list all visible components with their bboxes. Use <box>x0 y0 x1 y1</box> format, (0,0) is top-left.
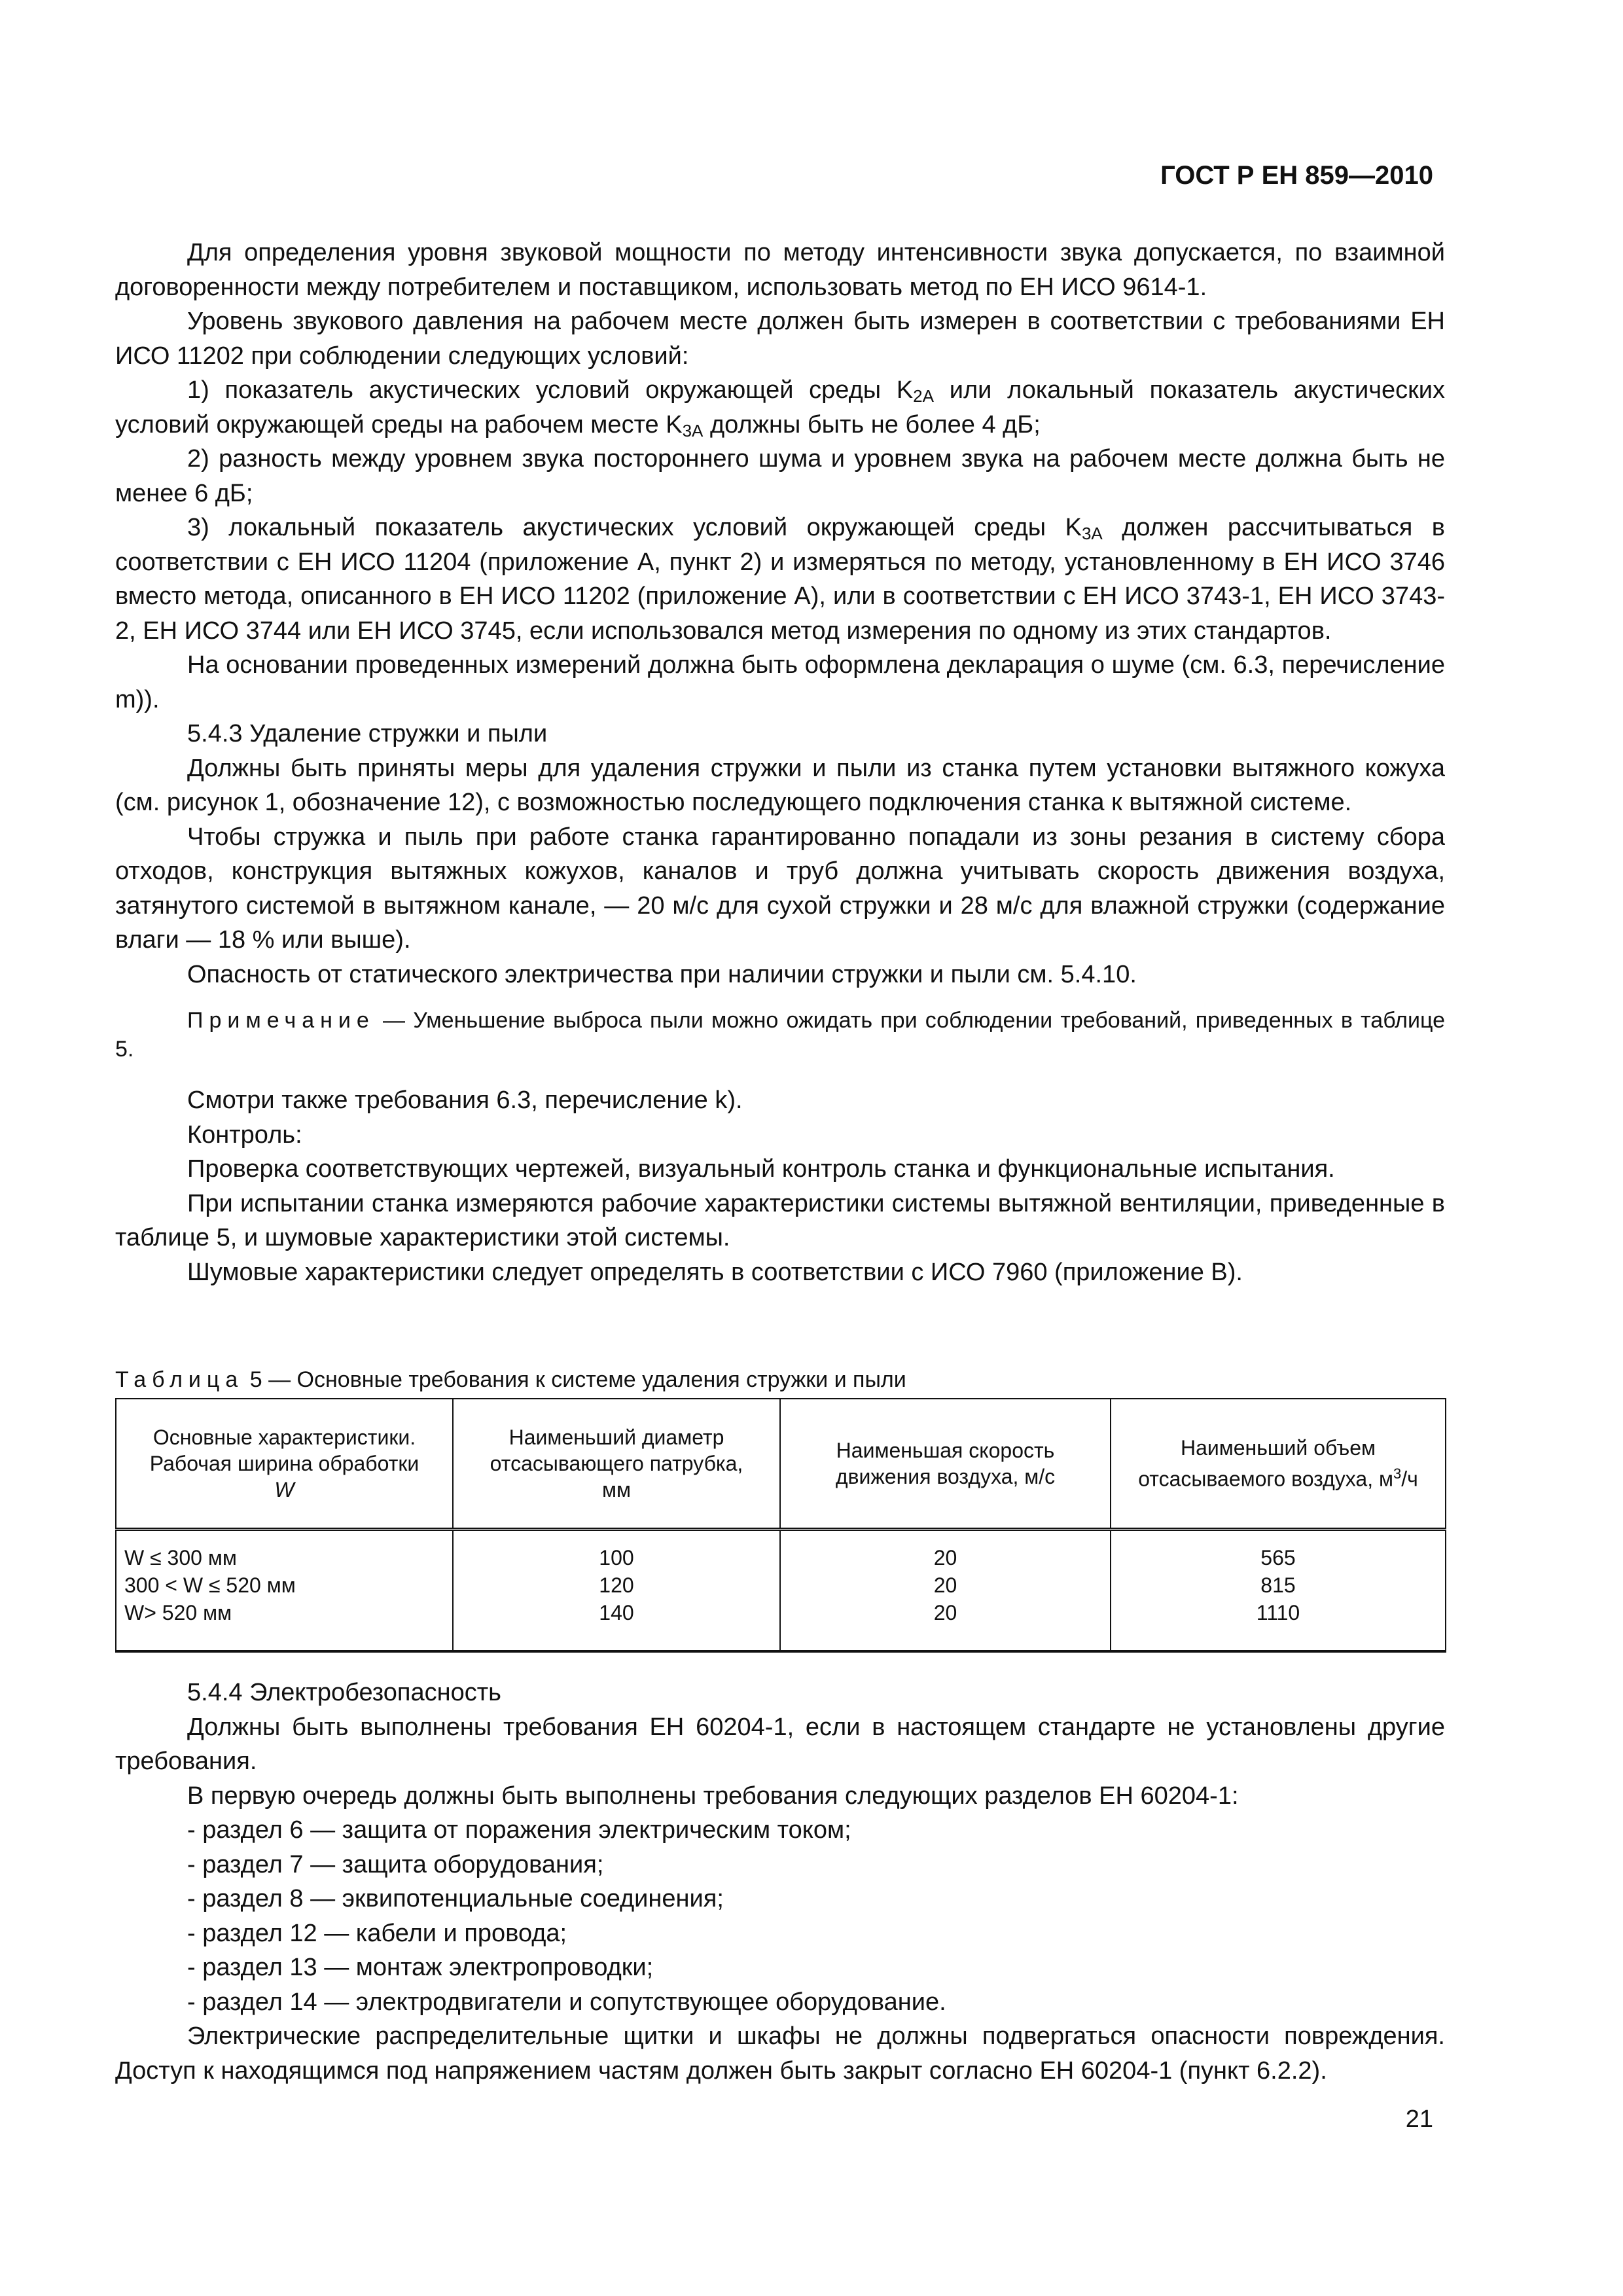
main-text <box>115 236 1445 1289</box>
paragraph: Опасность от статического электричества при наличии стружки и пыли см. 5.4.10. <box>187 960 1137 988</box>
section-heading-5-4-4: 5.4.4 Электробезопасность <box>187 1679 501 1706</box>
list-item: - раздел 14 — электродвигатели и сопутствующее оборудование. <box>187 1988 946 2016</box>
header-cell-speed: Наименьшая скорость движения воздуха, м/с <box>780 1399 1111 1530</box>
list-item: - раздел 7 — защита оборудования; <box>187 1850 604 1878</box>
note-label: Примечание <box>187 1008 375 1033</box>
paragraph: Чтобы стружка и пыль при работе станка гарантированно попадали из зоны резания в систему сбора отходов, конструкция вытяжных кожухов, каналов и труб должна учитывать скорость движения воздуха, затянутого системой в вытяжном канале, — 20 м/с для сухой стружки и 28 м/с для влажной стружки (содержание влаги — 18 % или выше). <box>115 823 1445 954</box>
header-cell-volume: Наименьший объем отсасываемого воздуха, $м^3/ч$ <box>1111 1399 1446 1530</box>
header-cell-diameter: Наименьший диаметр отсасывающего патрубка, мм <box>453 1399 780 1530</box>
list-item: - раздел 6 — защита от поражения электрическим током; <box>187 1816 851 1844</box>
cell-width: W ≤ 300 мм 300 < W ≤ 520 мм W> 520 мм <box>116 1530 453 1652</box>
paragraph: 3) локальный показатель акустических условий окружающей среды $K_{3A}$ должен рассчитываться в соответствии с ЕН ИСО 11204 (приложение А, пункт 2) и измеряться по методу, установленному в ЕН ИСО 3746 вместо метода, описанного в ЕН ИСО 11202 (приложение А), или в соответствии с ЕН ИСО 3743-1, ЕН ИСО 3743-2, ЕН ИСО 3744 или ЕН ИСО 3745, если использовался метод измерения по одному из этих стандартов. <box>115 514 1445 645</box>
section-5-4-4 <box>115 1676 1445 2088</box>
cell-diameter: 100 120 140 <box>453 1530 780 1652</box>
page-number: 21 <box>1405 2106 1433 2133</box>
list-item: - раздел 12 — кабели и провода; <box>187 1919 567 1947</box>
paragraph: Должны быть выполнены требования ЕН 60204-1, если в настоящем стандарте не установлены другие требования. <box>115 1713 1445 1775</box>
paragraph: В первую очередь должны быть выполнены требования следующих разделов ЕН 60204-1: <box>187 1782 1239 1810</box>
cell-volume: 565 815 1110 <box>1111 1530 1446 1652</box>
document-code: ГОСТ Р ЕН 859—2010 <box>1160 161 1433 190</box>
paragraph: Электрические распределительные щитки и шкафы не должны подвергаться опасности повреждения. Доступ к находящимся под напряжением частям должен быть закрыт согласно ЕН 60204-1 (пункт 6.2.2). <box>115 2022 1445 2085</box>
cell-speed: 20 20 20 <box>780 1530 1111 1652</box>
section-heading-5-4-3: 5.4.3 Удаление стружки и пыли <box>187 720 548 747</box>
table-caption: Таблица 5 — Основные требования к системе удаления стружки и пыли <box>115 1367 906 1392</box>
table-header-row <box>116 1399 1446 1530</box>
list-item: - раздел 13 — монтаж электропроводки; <box>187 1954 654 1981</box>
paragraph: Шумовые характеристики следует определять в соответствии с ИСО 7960 (приложение В). <box>187 1258 1243 1286</box>
paragraph: Смотри также требования 6.3, перечисление k). <box>187 1086 743 1114</box>
section-list <box>115 1813 1445 2019</box>
list-item: - раздел 8 — эквипотенциальные соединения; <box>187 1885 724 1912</box>
note: Примечание — Уменьшение выброса пыли можно ожидать при соблюдении требований, приведенных в таблице 5. <box>115 1008 1445 1062</box>
paragraph: 2) разность между уровнем звука постороннего шума и уровнем звука на рабочем месте должна быть не менее 6 дБ; <box>115 445 1445 507</box>
paragraph: Для определения уровня звуковой мощности по методу интенсивности звука допускается, по взаимной договоренности между потребителем и поставщиком, использовать метод по ЕН ИСО 9614-1. <box>115 239 1445 301</box>
table-row <box>116 1530 1446 1652</box>
paragraph: Уровень звукового давления на рабочем месте должен быть измерен в соответствии с требованиями ЕН ИСО 11202 при соблюдении следующих условий: <box>115 308 1445 370</box>
paragraph: Контроль: <box>187 1121 302 1149</box>
paragraph: На основании проведенных измерений должна быть оформлена декларация о шуме (см. 6.3, перечисление m)). <box>115 651 1445 713</box>
paragraph: 1) показатель акустических условий окружающей среды $K_{2A}$ или локальный показатель акустических условий окружающей среды на рабочем месте $K_{3A}$ должны быть не более 4 дБ; <box>115 376 1445 440</box>
header-cell-width: Основные характеристики. Рабочая ширина обработки W <box>116 1399 453 1530</box>
paragraph: Должны быть приняты меры для удаления стружки и пыли из станка путем установки вытяжного кожуха (см. рисунок 1, обозначение 12), с возможностью последующего подключения станка к вытяжной системе. <box>115 754 1445 816</box>
paragraph: При испытании станка измеряются рабочие характеристики системы вытяжной вентиляции, приведенные в таблице 5, и шумовые характеристики этой системы. <box>115 1189 1445 1251</box>
paragraph: Проверка соответствующих чертежей, визуальный контроль станка и функциональные испытания. <box>187 1155 1335 1183</box>
requirements-table <box>115 1398 1446 1653</box>
